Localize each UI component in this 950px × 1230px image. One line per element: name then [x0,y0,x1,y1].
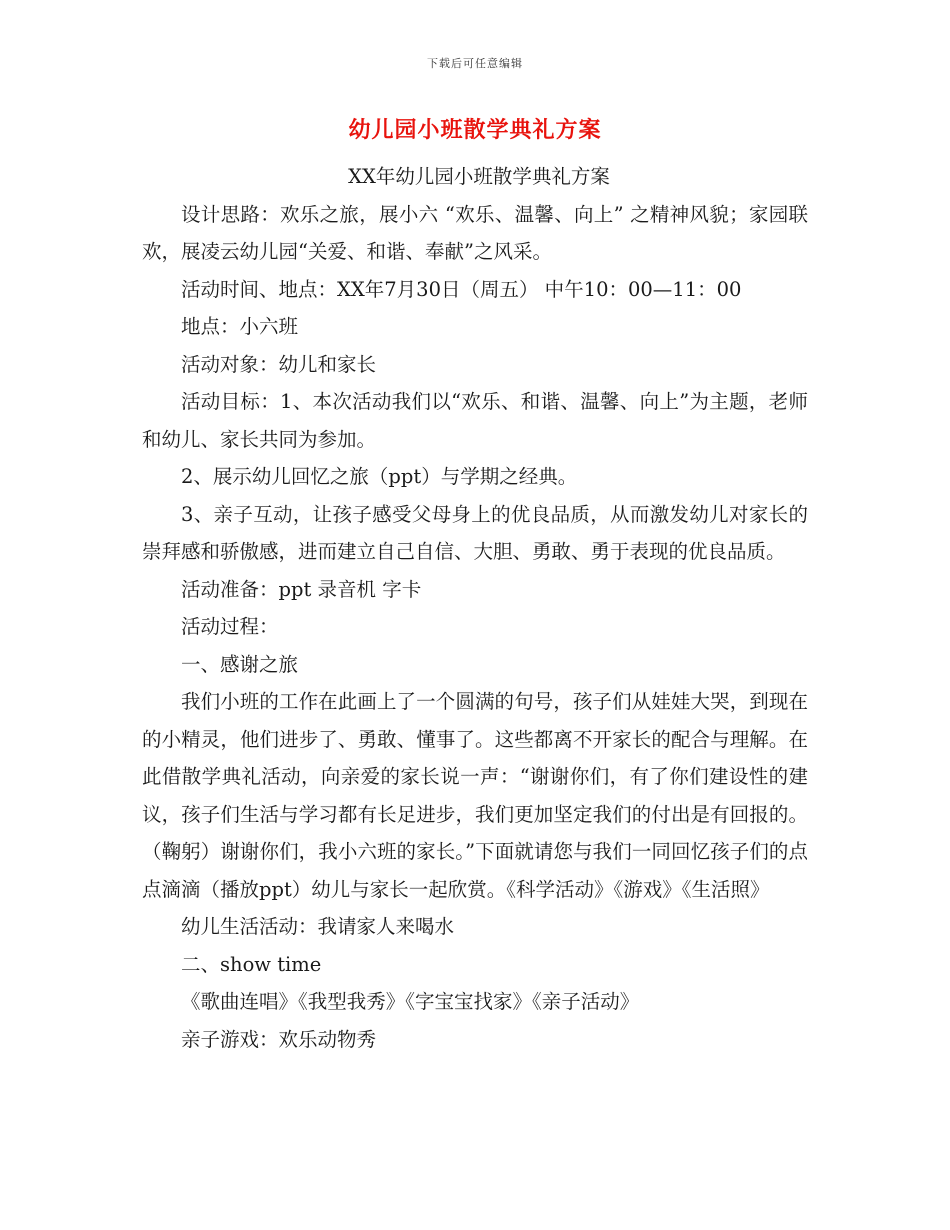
document-body [142,158,808,1058]
paragraph-time: 活动时间、地点：XX年7月30日（周五） 中午10：00—11：00 [181,277,742,301]
section-heading-showtime: 二、show time [181,952,322,976]
paragraph-goal-1: 活动目标：1、本次活动我们以“欢乐、和谐、温馨、向上”为主题，老师和幼儿、家长共同为参加。 [142,390,808,451]
paragraph-life-activity: 幼儿生活活动：我请家人来喝水 [181,915,455,938]
paragraph-audience: 活动对象：幼儿和家长 [181,352,377,376]
paragraph-goal-3: 3、亲子互动，让孩子感受父母身上的优良品质，从而激发幼儿对家长的崇拜感和骄傲感，进而建立自己自信、大胆、勇敢、勇于表现的优良品质。 [142,502,808,563]
section-heading-thanks: 一、感谢之旅 [181,652,299,676]
paragraph-preparation: 活动准备：ppt 录音机 字卡 [181,577,422,601]
paragraph-process: 活动过程： [181,615,279,638]
document-title: 幼儿园小班散学典礼方案 [348,118,602,143]
document-subtitle: XX年幼儿园小班散学典礼方案 [348,165,610,188]
paragraph-design-idea: 设计思路：欢乐之旅，展小六 “欢乐、温馨、向上” 之精神风貌；家园联欢，展凌云幼儿园“关爱、和谐、奉献”之风采。 [142,202,808,263]
paragraph-parent-game: 亲子游戏：欢乐动物秀 [181,1027,377,1051]
header-note: 下载后可任意编辑 [427,57,523,70]
paragraph-goal-2: 2、展示幼儿回忆之旅（ppt）与学期之经典。 [181,465,578,488]
paragraph-thanks: 我们小班的工作在此画上了一个圆满的句号，孩子们从娃娃大哭，到现在的小精灵，他们进步了、勇敢、懂事了。这些都离不开家长的配合与理解。在此借散学典礼活动，向亲爱的家长说一声：“谢谢你们，有了你们建设性的建议，孩子们生活与学习都有长足进步，我们更加坚定我们的付出是有回报的。（鞠躬）谢谢你们，我小六班的家长。”下面就请您与我们一同回忆孩子们的点点滴滴（播放ppt）幼儿与家长一起欣赏。《科学活动》《游戏》《生活照》 [142,690,808,901]
paragraph-program-list: 《歌曲连唱》《我型我秀》《字宝宝找家》《亲子活动》 [181,990,640,1013]
paragraph-location: 地点：小六班 [181,315,299,338]
